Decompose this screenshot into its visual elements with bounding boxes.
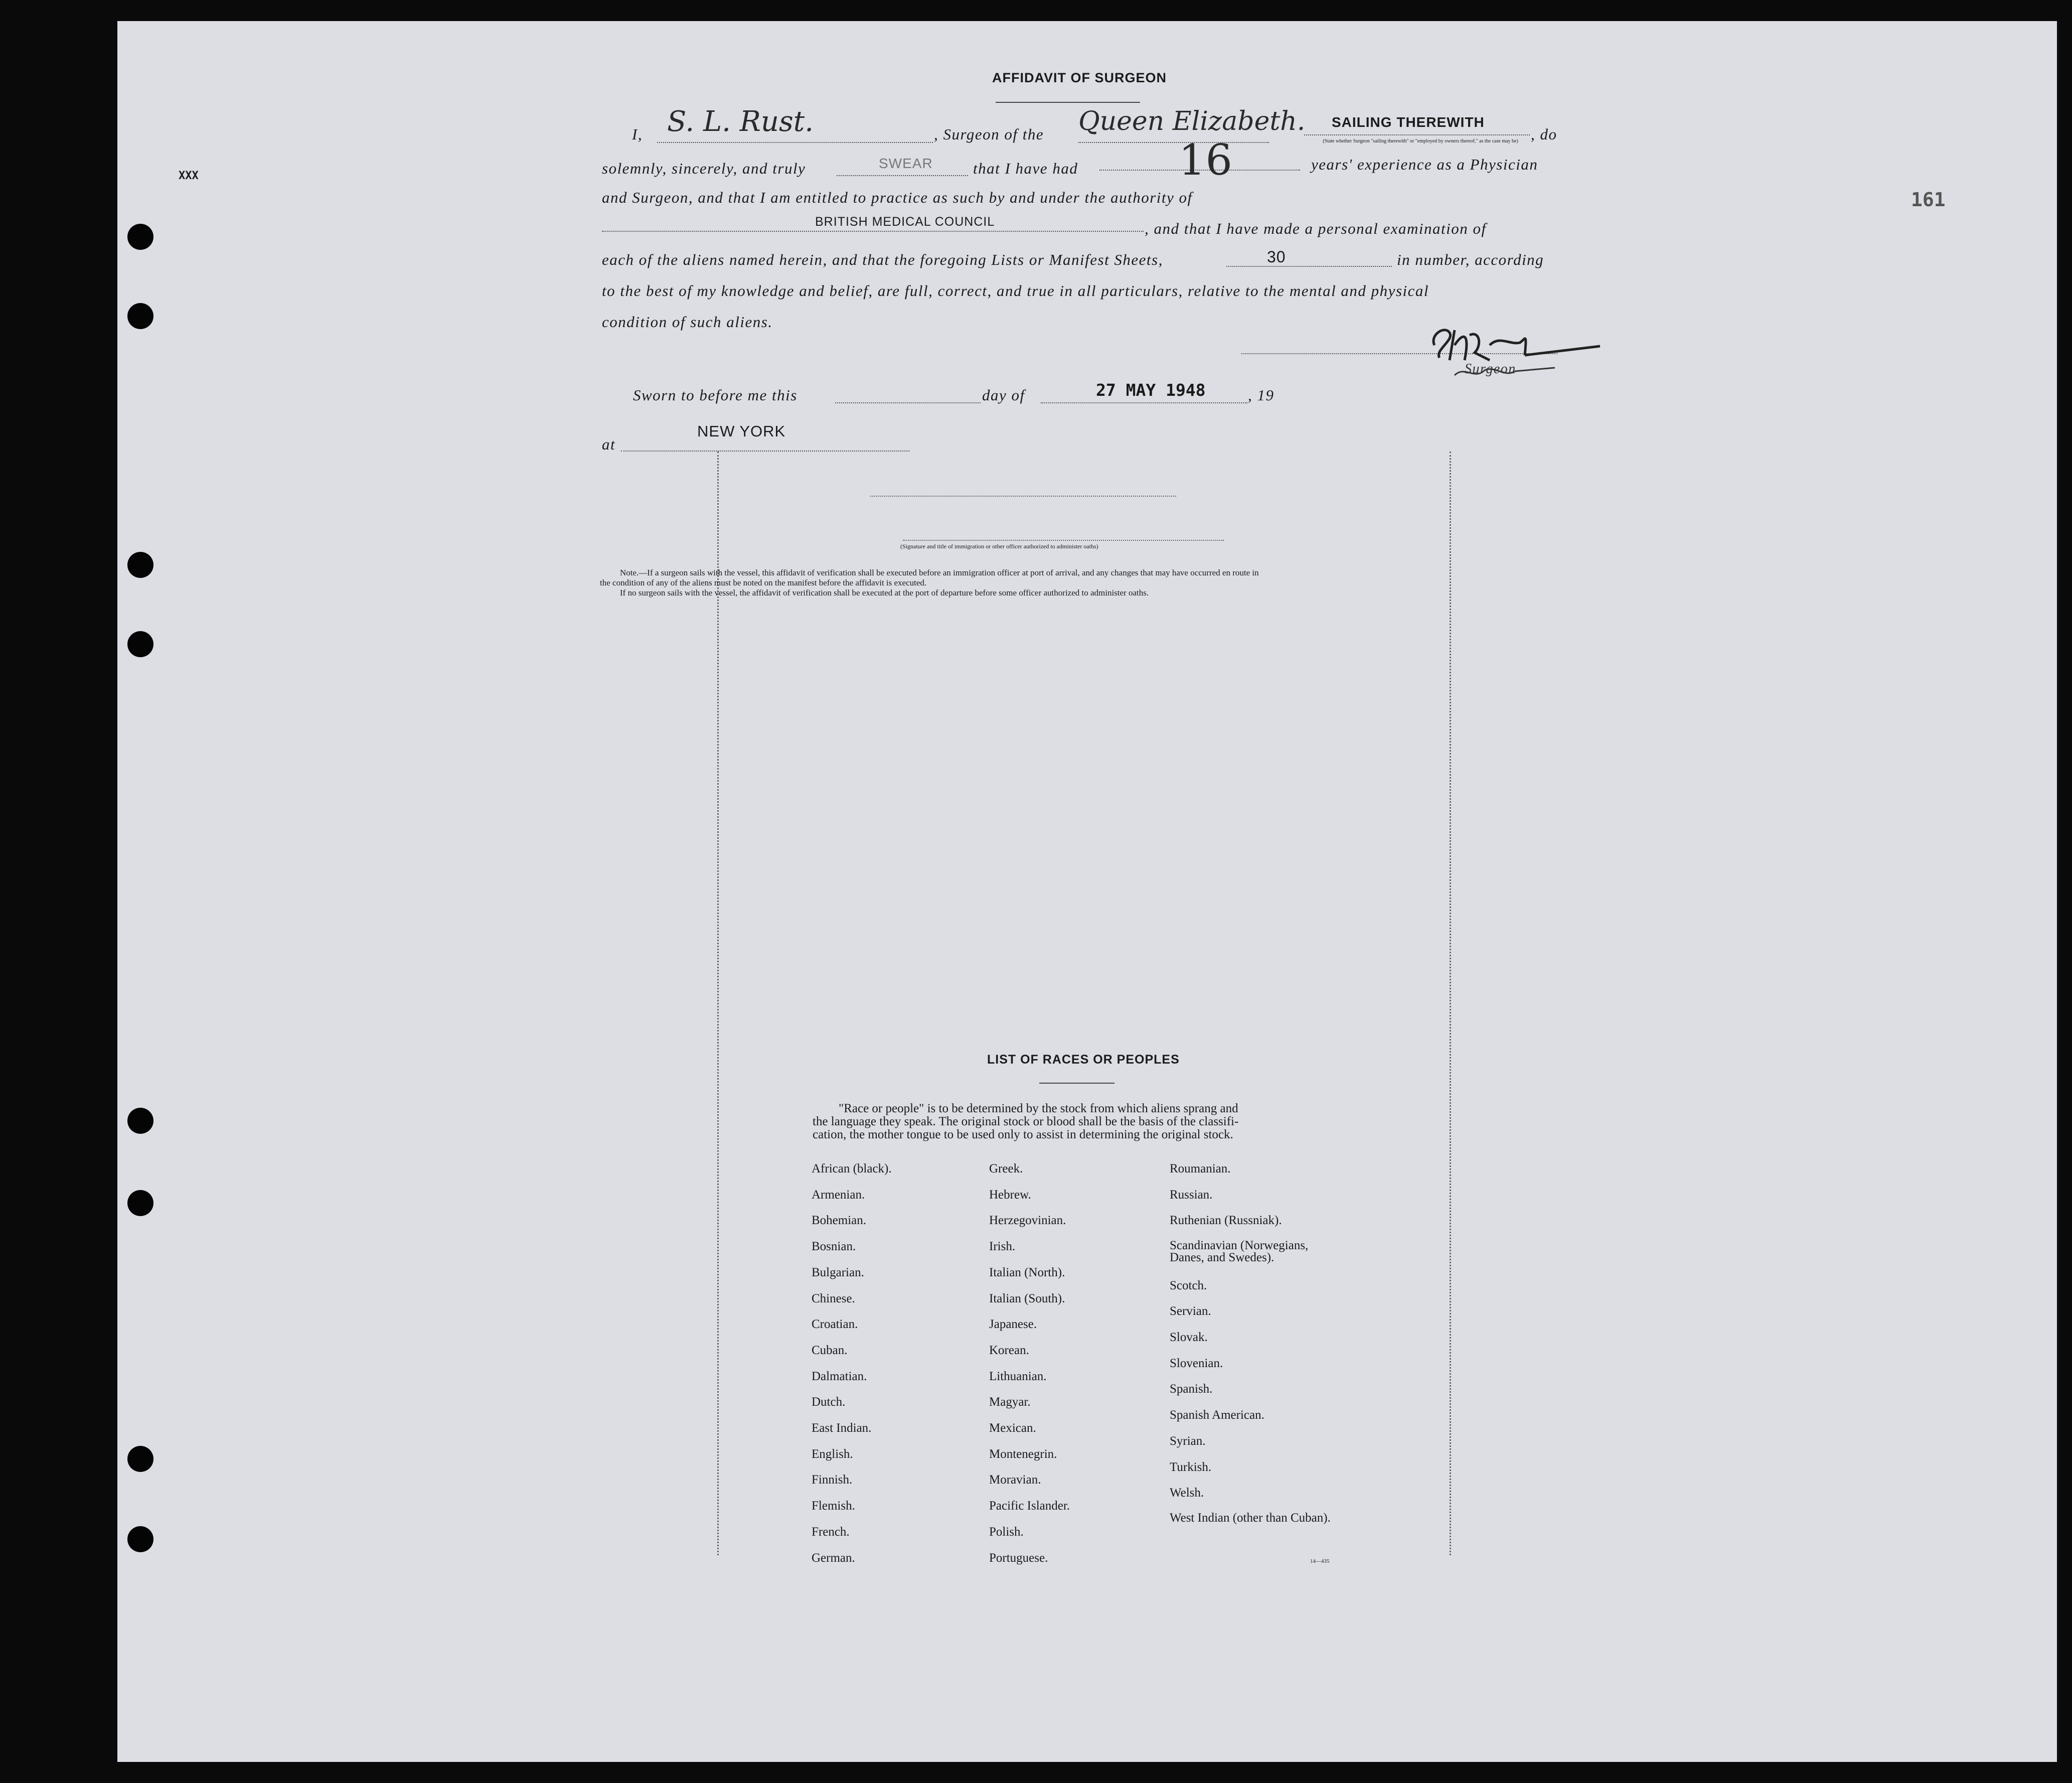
sworn-day-of: day of [982, 386, 1025, 404]
signature-caption: Surgeon [1465, 361, 1516, 377]
column-guide [1450, 452, 1453, 1555]
date-stamp: 27 MAY 1948 [1096, 380, 1206, 400]
sheets-blank [1226, 266, 1392, 267]
sailing-status: SAILING THEREWITH [1332, 114, 1485, 130]
race-item: East Indian. [812, 1421, 872, 1435]
race-item: Dalmatian. [812, 1369, 867, 1383]
surgeon-name-blank [657, 142, 933, 143]
affidavit-line1-suffix: , do [1531, 125, 1557, 143]
race-item: Chinese. [812, 1291, 855, 1305]
note-line1: Note.—If a surgeon sails with the vessel, this affidavit of verification shall be executed before an immigration officer at port of arrival, and any changes that may have occurred en route in [620, 568, 1259, 577]
binder-hole [127, 224, 153, 250]
authority-blank [602, 231, 1144, 232]
ship-name-blank [1078, 142, 1269, 143]
race-item: Magyar. [989, 1395, 1031, 1409]
oath-word: SWEAR [879, 156, 933, 171]
race-item: Spanish American. [1170, 1408, 1264, 1422]
sworn-at: at [602, 435, 616, 453]
race-item: Herzegovinian. [989, 1214, 1066, 1228]
affidavit-line1-prefix: I, [632, 125, 643, 143]
affidavit-line2-prefix: solemnly, sincerely, and truly [602, 160, 806, 177]
race-item: Syrian. [1170, 1434, 1206, 1448]
race-item: Bosnian. [812, 1240, 856, 1254]
race-item: Irish. [989, 1240, 1016, 1254]
binder-hole [127, 1446, 153, 1472]
race-item: French. [812, 1525, 850, 1539]
race-item: Mexican. [989, 1421, 1036, 1435]
race-item: Bohemian. [812, 1214, 867, 1228]
race-item: Korean. [989, 1343, 1029, 1357]
race-item: Armenian. [812, 1187, 865, 1202]
races-intro-3: cation, the mother tongue to be used only to assist in determining the original stock. [813, 1128, 1233, 1141]
race-item: Montenegrin. [989, 1447, 1057, 1461]
race-item: Dutch. [812, 1395, 846, 1409]
race-item: Japanese. [989, 1317, 1037, 1331]
affidavit-line6: to the best of my knowledge and belief, are full, correct, and true in all particulars, relative to the mental and physical [602, 282, 1429, 300]
sworn-prefix: Sworn to before me this [633, 386, 798, 404]
ship-name: Queen Elizabeth. [1078, 106, 1306, 136]
race-item: Servian. [1170, 1304, 1211, 1318]
races-intro-1: "Race or people" is to be determined by the stock from which aliens sprang and [839, 1102, 1238, 1115]
affidavit-line2-mid: that I have had [973, 160, 1078, 177]
affidavit-line7: condition of such aliens. [602, 313, 773, 331]
binder-hole [127, 631, 153, 657]
race-item: Portuguese. [989, 1551, 1048, 1565]
affidavit-line4-suffix: , and that I have made a personal examination of [1145, 220, 1487, 237]
margin-mark: XXX [179, 170, 199, 182]
oath-blank [837, 175, 968, 176]
race-item: Hebrew. [989, 1187, 1031, 1202]
races-title: LIST OF RACES OR PEOPLES [987, 1053, 1180, 1067]
race-item: Cuban. [812, 1343, 848, 1357]
race-item: Polish. [989, 1525, 1024, 1539]
binder-hole [127, 1190, 153, 1216]
race-item: Bulgarian. [812, 1265, 864, 1279]
officer-line-2 [903, 540, 1224, 541]
note-line2: the condition of any of the aliens must be noted on the manifest before the affidavit is executed. [600, 578, 927, 587]
race-item: Scotch. [1170, 1278, 1207, 1292]
race-item: Roumanian. [1170, 1162, 1231, 1175]
races-title-underline [1039, 1083, 1114, 1084]
sworn-day-blank [835, 402, 981, 403]
races-intro-2: the language they speak. The original stock or blood shall be the basis of the classifi- [813, 1115, 1239, 1128]
sworn-year-suffix: , 19 [1248, 386, 1274, 404]
race-item: Flemish. [812, 1499, 855, 1513]
race-item: Slovak. [1170, 1330, 1208, 1345]
state-note: (State whether Surgeon "sailing therewith" or "employed by owners thereof," as the case may be) [1323, 138, 1518, 144]
race-item: West Indian (other than Cuban). [1170, 1511, 1331, 1525]
column-guide [717, 452, 721, 1555]
race-item: Pacific Islander. [989, 1499, 1070, 1513]
note-line3: If no surgeon sails with the vessel, the affidavit of verification shall be executed at the port of departure before some officer authorized to administer oaths. [620, 588, 1149, 598]
sailing-status-blank [1304, 134, 1530, 135]
sworn-date-blank [1041, 402, 1247, 403]
page-title: AFFIDAVIT OF SURGEON [992, 70, 1167, 85]
authority-value: BRITISH MEDICAL COUNCIL [815, 215, 995, 229]
surgeon-of-text: , Surgeon of the [934, 125, 1044, 143]
race-item: Italian (North). [989, 1265, 1065, 1279]
race-item: Italian (South). [989, 1291, 1065, 1305]
binder-hole [127, 1108, 153, 1134]
affidavit-line2-suffix: years' experience as a Physician [1311, 156, 1538, 173]
race-item: Spanish. [1170, 1382, 1213, 1396]
binder-hole [127, 303, 153, 329]
form-code: 14—435 [1310, 1558, 1330, 1564]
surgeon-name: S. L. Rust. [667, 105, 814, 138]
race-item: Russian. [1170, 1187, 1213, 1202]
race-item: Moravian. [989, 1473, 1041, 1487]
race-item: Ruthenian (Russniak). [1170, 1214, 1282, 1228]
binder-hole [127, 1526, 153, 1552]
race-item: Slovenian. [1170, 1356, 1223, 1370]
race-item: Welsh. [1170, 1486, 1204, 1500]
years-value: 16 [1179, 135, 1232, 185]
race-item: African (black). [812, 1162, 892, 1175]
race-item: Scandinavian (Norwegians, Danes, and Swedes). [1170, 1239, 1309, 1265]
race-item: Greek. [989, 1162, 1023, 1175]
title-underline [996, 102, 1140, 103]
race-item: Turkish. [1170, 1460, 1212, 1474]
officer-line-1 [870, 496, 1176, 497]
sheets-value: 30 [1267, 248, 1286, 266]
binder-hole [127, 552, 153, 578]
officer-caption: (Signature and title of immigration or other officer authorized to administer oaths) [900, 543, 1098, 550]
race-item: Lithuanian. [989, 1369, 1047, 1383]
page-number: 161 [1911, 189, 1946, 211]
affidavit-line3: and Surgeon, and that I am entitled to practice as such by and under the authority of [602, 189, 1193, 206]
place-value: NEW YORK [697, 422, 786, 440]
affidavit-line5-prefix: each of the aliens named herein, and that the foregoing Lists or Manifest Sheets, [602, 251, 1163, 268]
race-item: German. [812, 1551, 855, 1565]
affidavit-line5-suffix: in number, according [1397, 251, 1544, 268]
race-item: Croatian. [812, 1317, 858, 1331]
place-blank [621, 451, 909, 452]
race-item: English. [812, 1447, 853, 1461]
race-item: Finnish. [812, 1473, 853, 1487]
